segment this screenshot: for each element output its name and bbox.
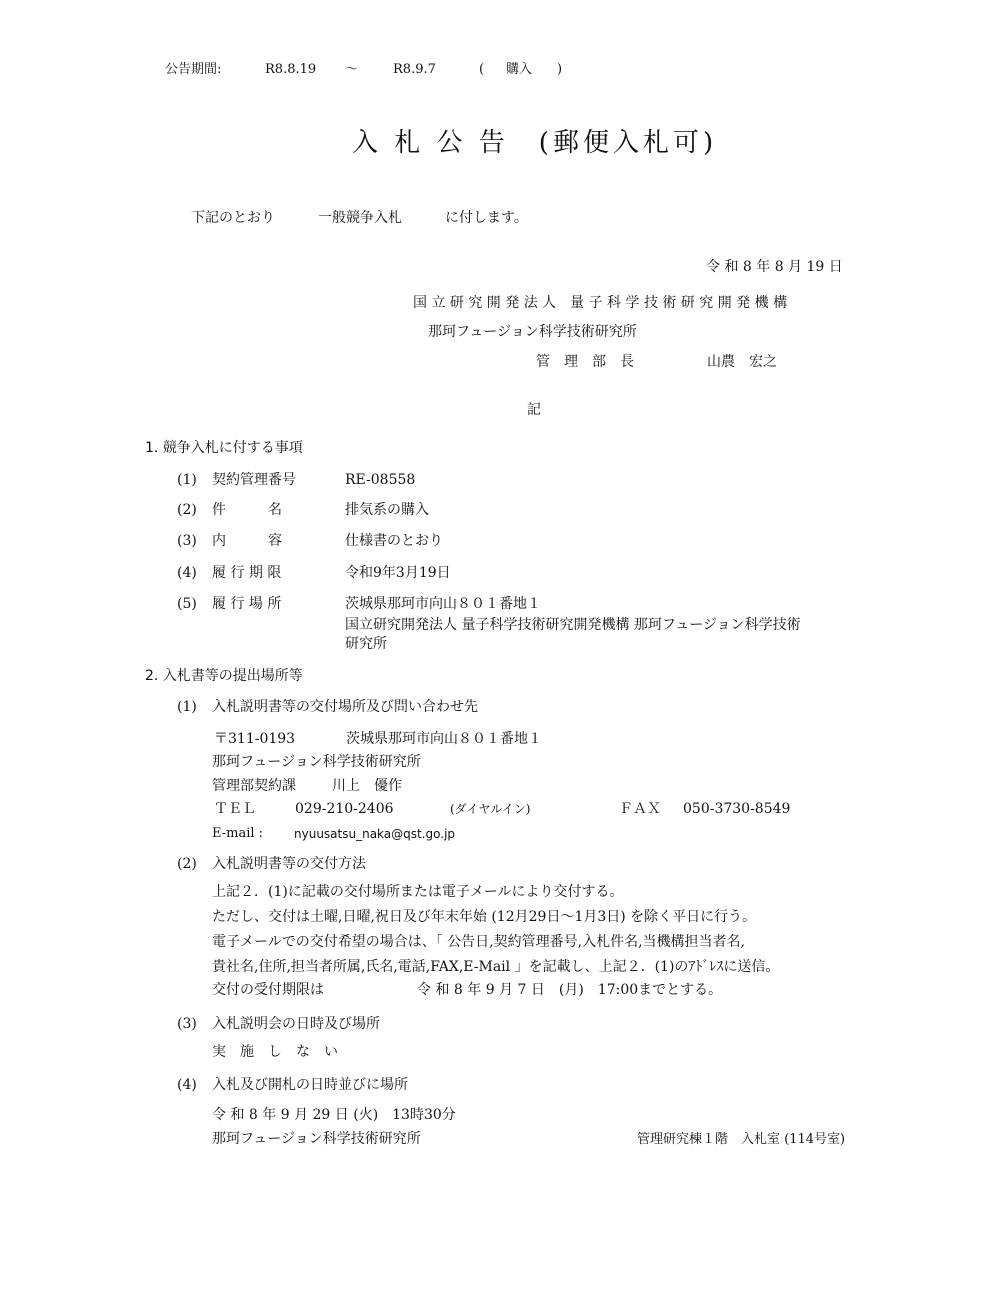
s1-item5-label: 履 行 場 所	[212, 596, 282, 612]
s2-1-num: (1)	[177, 699, 197, 715]
s1-item5-num: (5)	[177, 596, 197, 612]
tel-label: ＴＥＬ	[214, 801, 256, 817]
method-line-4: 貴社名,住所,担当者所属,氏名,電話,FAX,E-Mail 」を記載し、上記２．(1)のｱﾄﾞﾚｽに送信。	[212, 959, 780, 975]
period-start: R8.8.19	[265, 62, 317, 77]
s2-3-num: (3)	[177, 1016, 197, 1032]
s1-item3-value: 仕様書のとおり	[345, 533, 443, 549]
s2-3-heading: 入札説明会の日時及び場所	[212, 1016, 380, 1032]
s1-item5-value: 茨城県那珂市向山８０１番地１	[345, 596, 541, 612]
tel-number: 029-210-2406	[295, 801, 394, 817]
method-line-2: ただし、交付は土曜,日曜,祝日及び年末年始 (12月29日～1月3日) を除く平日に行う。	[212, 909, 757, 925]
s1-item2-label: 件 名	[212, 502, 282, 518]
contact-person: 川上 優作	[332, 778, 402, 794]
s2-2-heading: 入札説明書等の交付方法	[212, 856, 366, 872]
issuer-name: 山農 宏之	[707, 354, 777, 370]
s2-2-num: (2)	[177, 856, 197, 872]
s1-item2-value: 排気系の購入	[345, 502, 429, 518]
intro-prefix: 下記のとおり	[191, 210, 275, 226]
s1-item4-value: 令和9年3月19日	[345, 565, 451, 581]
period-paren-open: (	[479, 62, 485, 77]
s1-item5-value2: 国立研究開発法人 量子科学技術研究開発機構 那珂フュージョン科学技術	[345, 617, 801, 633]
s1-item4-label: 履 行 期 限	[212, 565, 282, 581]
opening-datetime: 令 和 8 年 9 月 29 日 (火) 13時30分	[212, 1107, 456, 1123]
contact-address: 茨城県那珂市向山８０１番地１	[346, 731, 542, 747]
opening-room: 管理研究棟１階 入札室 (114号室)	[637, 1132, 846, 1147]
section2-heading: 2. 入札書等の提出場所等	[145, 668, 303, 684]
s1-item1-value: RE-08558	[345, 472, 416, 488]
email-label: E-mail :	[212, 826, 264, 841]
period-label: 公告期間:	[165, 62, 222, 77]
ki-mark: 記	[527, 402, 541, 418]
s1-item5-value3: 研究所	[345, 636, 387, 652]
contact-dept: 管理部契約課	[212, 778, 296, 794]
s1-item3-label: 内 容	[212, 533, 282, 549]
fax-number: 050-3730-8549	[683, 801, 791, 817]
deadline-prefix: 交付の受付期限は	[212, 982, 324, 998]
contact-institute: 那珂フュージョン科学技術研究所	[212, 754, 421, 770]
method-line-3: 電子メールでの交付希望の場合は、「 公告日,契約管理番号,入札件名,当機構担当者名,	[212, 934, 745, 950]
issuer-org: 国 立 研 究 開 発 法 人 量 子 科 学 技 術 研 究 開 発 機 構	[413, 295, 788, 311]
issuer-institute: 那珂フュージョン科学技術研究所	[428, 324, 637, 340]
s1-item1-num: (1)	[177, 472, 197, 488]
intro-method: 一般競争入札	[318, 210, 402, 226]
period-kind: 購入	[506, 62, 533, 77]
email-address[interactable]: nyuusatsu_naka@qst.go.jp	[294, 827, 456, 841]
s2-4-num: (4)	[177, 1077, 197, 1093]
s1-item1-label: 契約管理番号	[212, 472, 296, 488]
page-title: 入 札 公 告 (郵便入札可)	[352, 128, 718, 158]
fax-label: ＦＡＸ	[619, 801, 661, 817]
s2-1-heading: 入札説明書等の交付場所及び問い合わせ先	[212, 699, 478, 715]
period-paren-close: )	[557, 62, 563, 77]
s2-4-heading: 入札及び開札の日時並びに場所	[212, 1077, 408, 1093]
s1-item3-num: (3)	[177, 533, 197, 549]
intro-suffix: に付します。	[445, 210, 528, 226]
s1-item4-num: (4)	[177, 565, 197, 581]
method-line-1: 上記２．(1)に記載の交付場所または電子メールにより交付する。	[212, 884, 624, 900]
notice-date: 令 和 8 年 8 月 19 日	[706, 259, 843, 275]
deadline-value: 令 和 8 年 9 月 7 日 (月) 17:00までとする。	[417, 982, 723, 998]
briefing-value: 実 施 し な い	[212, 1044, 338, 1060]
s1-item2-num: (2)	[177, 502, 197, 518]
section1-heading: 1. 競争入札に付する事項	[145, 440, 303, 456]
postal-code: 〒311-0193	[214, 731, 296, 747]
opening-place: 那珂フュージョン科学技術研究所	[212, 1131, 421, 1147]
tel-note: (ダイヤルイン)	[450, 802, 531, 816]
issuer-position: 管 理 部 長	[536, 354, 634, 370]
period-end: R8.9.7	[393, 62, 436, 77]
period-tilde: ～	[345, 62, 359, 77]
